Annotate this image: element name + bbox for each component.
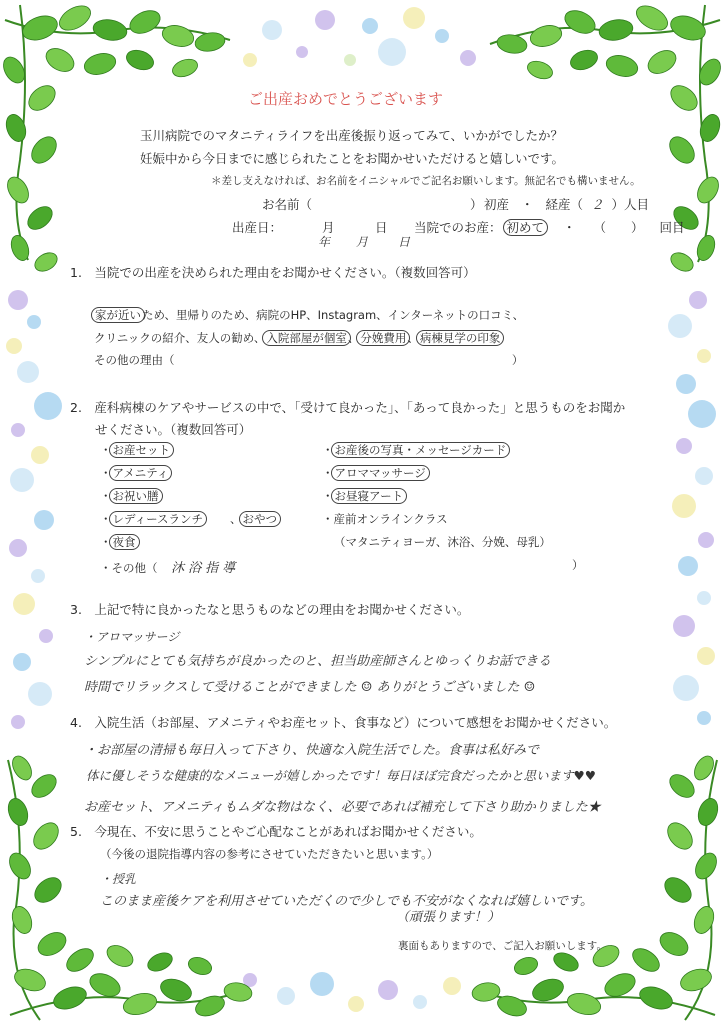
name-close: ） bbox=[469, 197, 483, 212]
option-text: 、 bbox=[347, 331, 360, 345]
parity-separator: ・ bbox=[521, 197, 534, 212]
q2-left-item[interactable]: ・アメニティ bbox=[100, 465, 169, 481]
q5-answer-line-2: このまま産後ケアを利用させていただくので少しでも不安がなくなれば嬉しいです。 bbox=[100, 894, 593, 909]
birth-date-year-hand: 年 bbox=[318, 235, 331, 249]
q5-subtext: （今後の退院指導内容の参考にさせていただきたいと思います。） bbox=[100, 847, 439, 861]
q3-answer-line-1: ・アロマッサージ bbox=[84, 630, 180, 644]
q2-right-item[interactable]: ・産前オンラインクラス bbox=[322, 512, 448, 526]
q2-left-item[interactable]: ・お産セット bbox=[100, 442, 171, 458]
q2-item-label: アメニティ bbox=[109, 465, 173, 481]
circled-option[interactable]: 分娩費用 bbox=[356, 330, 410, 346]
q2-online-class-sub: （マタニティヨーガ、沐浴、分娩、母乳） bbox=[334, 535, 551, 549]
q5-answer-line-3: （頑張ります！） bbox=[396, 910, 501, 925]
birth-date-month-hand: 月 bbox=[356, 235, 369, 249]
circled-option[interactable]: 病棟見学の印象 bbox=[416, 330, 505, 346]
option-text: 、 bbox=[407, 331, 419, 345]
option-text: クリニックの紹介、友人の勧め、 bbox=[94, 331, 266, 345]
q4-answer-line-2: 体に優しそうな健康的なメニューが嬉しかったです！毎日ほぼ完食だったかと思います♥♥ bbox=[86, 768, 596, 783]
first-birth-option[interactable]: 初産 bbox=[484, 197, 510, 212]
q2-other-close: ） bbox=[572, 558, 584, 572]
q4-answer-line-1: ・お部屋の清掃も毎日入って下さり、快適な入院生活でした。食事は私好みで bbox=[84, 743, 540, 758]
q2-left-item[interactable]: ・夜食 bbox=[100, 534, 137, 550]
hospital-birth-field[interactable] bbox=[414, 218, 685, 236]
q2-item-label: お産後の写真・メッセージカード bbox=[331, 442, 511, 458]
circled-option[interactable]: 家が近い bbox=[91, 307, 145, 323]
q2-item-label: お昼寝アート bbox=[331, 488, 408, 504]
q2-other-answer: 沐浴指導 bbox=[171, 561, 240, 576]
birth-date-day-hand: 日 bbox=[398, 235, 411, 249]
q2-item-label: 夜食 bbox=[109, 534, 140, 550]
q1-other-reason[interactable] bbox=[94, 352, 523, 368]
first-time-option[interactable]: 初めて bbox=[503, 219, 549, 236]
footer-note: 裏面もありますので、ご記入お願いします。 bbox=[398, 940, 607, 952]
q2-item-label: 産前オンラインクラス bbox=[333, 512, 448, 526]
q2-item-label: アロママッサージ bbox=[331, 465, 430, 481]
birth-date-label: 出産日： bbox=[232, 220, 283, 235]
q4-question: 4. 入院生活（お部屋、アメニティやお産セット、食事など）について感想をお聞かせください。 bbox=[70, 715, 617, 730]
q5-question: 5. 今現在、不安に思うことやご心配なことがあればお聞かせください。 bbox=[70, 824, 482, 839]
option-text: ため、里帰りのため、病院のHP、Instagram、インターネットの口コミ、 bbox=[142, 308, 525, 322]
name-label: お名前（ bbox=[262, 197, 313, 212]
q2-right-item[interactable]: ・お産後の写真・メッセージカード bbox=[322, 442, 507, 458]
q3-answer-line-2: シンプルにとても気持ちが良かったのと、担当助産師さんとゆっくりお話できる bbox=[84, 654, 552, 669]
q2-item-label: お祝い膳 bbox=[109, 488, 163, 504]
hospital-birth-label: 当院でのお産： bbox=[414, 220, 502, 235]
q1-options-row-2 bbox=[94, 330, 501, 346]
paren-blank: （ ） bbox=[593, 220, 644, 235]
intro-note: ＊差し支えなければ、お名前をイニシャルでご記名お願いします。無記名でも構いません。 bbox=[211, 175, 641, 187]
page-title: ご出産おめでとうございます bbox=[248, 90, 444, 108]
birth-date-day: 日 bbox=[375, 220, 388, 235]
q2-question-line-2: せください。（複数回答可） bbox=[95, 422, 252, 437]
q2-question-line-1: 2. 産科病棟のケアやサービスの中で、「受けて良かった」、「あって良かった」と思うものをお聞か bbox=[70, 400, 626, 415]
q2-item-label: レディースランチ bbox=[109, 511, 208, 527]
q2-oyatsu-label: おやつ bbox=[239, 511, 282, 527]
multi-birth-count: ２ bbox=[591, 197, 604, 212]
q5-answer-line-1: ・授乳 bbox=[100, 872, 137, 886]
q4-answer-line-3: お産セット、アメニティもムダな物はなく、必要であれば補充して下さり助かりました★ bbox=[84, 800, 601, 815]
times-label: 回目 bbox=[659, 220, 685, 235]
hospital-birth-separator: ・ bbox=[563, 220, 576, 235]
q2-other-label: ・その他（ bbox=[100, 561, 158, 575]
times-unit: ）人目 bbox=[611, 197, 650, 212]
q3-answer-line-3: 時間でリラックスして受けることができました ☺ ありがとうございました ☺ bbox=[84, 680, 536, 695]
q2-item-label: お産セット bbox=[109, 442, 175, 458]
birth-date-month: 月 bbox=[322, 220, 335, 235]
q1-question: 1. 当院での出産を決められた理由をお聞かせください。（複数回答可） bbox=[70, 265, 476, 280]
q2-left-item[interactable]: ・お祝い膳 bbox=[100, 488, 160, 504]
q1-other-label: その他の理由（ bbox=[94, 353, 175, 367]
name-field[interactable] bbox=[262, 195, 483, 213]
q2-right-item[interactable]: ・お昼寝アート bbox=[322, 488, 404, 504]
intro-line-1: 玉川病院でのマタニティライフを出産後振り返ってみて、いかがでしたか？ bbox=[140, 128, 564, 143]
q2-oyatsu-option[interactable]: 、おやつ bbox=[230, 511, 278, 527]
q1-other-close: ） bbox=[511, 353, 524, 367]
q2-other-field[interactable] bbox=[100, 557, 239, 576]
q2-right-item[interactable]: ・アロママッサージ bbox=[322, 465, 427, 481]
intro-line-2: 妊娠中から今日までに感じられたことをお聞かせいただけると嬉しいです。 bbox=[140, 151, 565, 166]
q2-left-item[interactable]: ・レディースランチ bbox=[100, 511, 204, 527]
q3-question: 3. 上記で特に良かったなと思うものなどの理由をお聞かせください。 bbox=[70, 602, 470, 617]
multi-birth-option[interactable]: 経産（ bbox=[545, 197, 584, 212]
q1-options-row-1 bbox=[94, 307, 524, 323]
parity-field[interactable] bbox=[484, 195, 649, 213]
circled-option[interactable]: 入院部屋が個室 bbox=[262, 330, 351, 346]
